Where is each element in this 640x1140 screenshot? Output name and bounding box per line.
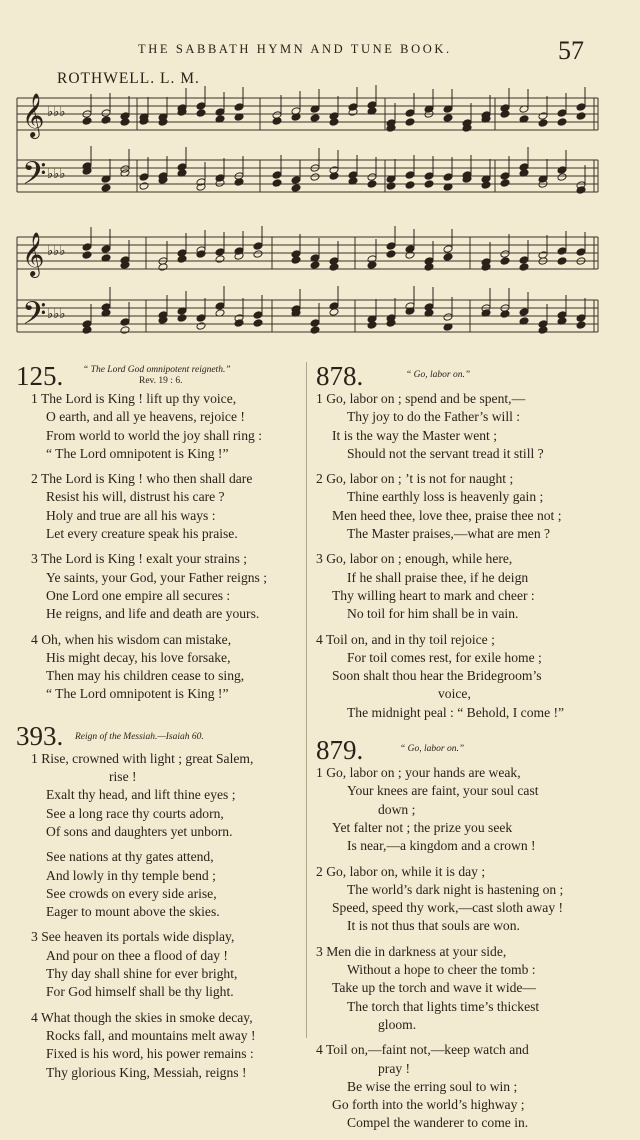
verse-line: Resist his will, distrust his care ?	[46, 489, 225, 505]
note-head	[538, 112, 548, 121]
note-head	[557, 166, 567, 175]
stanza	[316, 550, 600, 623]
verse-line: Yet falter not ; the prize you seek	[332, 819, 513, 835]
note-head	[196, 314, 206, 323]
verse-line: rise !	[109, 769, 137, 785]
note-head	[82, 117, 92, 126]
stanza	[31, 750, 299, 841]
verse-line: 3 Go, labor on ; enough, while here,	[316, 551, 513, 567]
verse-line: 3 See heaven its portals wide display,	[31, 929, 235, 945]
note-head	[101, 116, 111, 125]
note-head	[310, 261, 320, 270]
note-head	[120, 318, 130, 327]
verse-line: 4 Toil on,—faint not,—keep watch and	[316, 1042, 529, 1058]
note-head	[576, 314, 586, 323]
verse-line: For God himself shall be thy light.	[46, 984, 234, 1000]
verse-line: For toil comes rest, for exile home ;	[347, 649, 542, 665]
verse-line: Of sons and daughters yet unborn.	[46, 823, 233, 839]
verse-line: The Master praises,—what are men ?	[347, 526, 551, 542]
verse-line: 1 Go, labor on ; your hands are weak,	[316, 765, 521, 781]
stanza	[316, 631, 600, 722]
note-head	[557, 109, 567, 118]
verse-line: Fixed is his word, his power remains :	[46, 1046, 254, 1062]
verse-line: And lowly in thy temple bend ;	[46, 867, 216, 883]
note-head	[310, 114, 320, 123]
note-head	[120, 326, 130, 335]
note-head	[215, 302, 225, 311]
note-head	[386, 242, 396, 251]
note-head	[82, 243, 92, 252]
stanza	[316, 390, 600, 463]
verse-line: 1 Go, labor on ; spend and be spent,—	[316, 391, 526, 406]
note-head	[538, 119, 548, 128]
stanza	[316, 943, 600, 1034]
note-head	[443, 245, 453, 254]
note-head	[576, 321, 586, 330]
verse-line: Let every creature speak his praise.	[46, 526, 238, 542]
hymn-number: 125.	[16, 361, 64, 391]
hymn-125	[16, 361, 299, 704]
note-head	[405, 181, 415, 190]
stanza	[316, 470, 600, 543]
verse-line: 2 The Lord is King ! who then shall dare	[31, 471, 253, 487]
hymn-title: Reign of the Messiah.—Isaiah 60.	[75, 731, 204, 742]
note-head	[196, 102, 206, 111]
verse-line: gloom.	[378, 1016, 417, 1032]
note-head	[500, 250, 510, 259]
verse-line: And pour on thee a flood of day !	[46, 947, 228, 963]
verse-line: The world’s dark night is hastening on ;	[347, 881, 564, 897]
note-head	[215, 248, 225, 257]
clef-icon: 𝄞	[22, 232, 45, 276]
note-head	[500, 179, 510, 188]
verse-line: Thy willing heart to mark and cheer :	[332, 587, 535, 603]
verse-line: 4 Oh, when his wisdom can mistake,	[31, 631, 232, 647]
verse-line: 1 Rise, crowned with light ; great Salem,	[31, 750, 254, 766]
hymn-number: 393.	[16, 720, 64, 751]
note-head	[101, 245, 111, 254]
verse-line: 2 Go, labor on, while it is day ;	[316, 863, 486, 879]
verse-line: Without a hope to cheer the tomb :	[347, 962, 536, 978]
verse-line: Rocks fall, and mountains melt away !	[46, 1027, 256, 1043]
stanza	[31, 848, 299, 921]
note-head	[576, 103, 586, 112]
page-number: 57	[558, 36, 584, 65]
note-head	[367, 180, 377, 189]
note-head	[101, 184, 111, 193]
verse-line: 3 The Lord is King ! exalt your strains ;	[31, 551, 248, 567]
note-head	[500, 257, 510, 266]
verse-line: Thy day shall shine for ever bright,	[46, 966, 238, 982]
verse-line: It is not thus that souls are won.	[347, 918, 520, 934]
note-head	[557, 118, 567, 127]
verse-line: The midnight peal : “ Behold, I come !”	[347, 704, 565, 720]
verse-line: 1 The Lord is King ! lift up thy voice,	[31, 391, 237, 406]
note-head	[519, 256, 529, 265]
music-score	[0, 0, 640, 350]
verse-line: Your knees are faint, your soul cast	[347, 783, 539, 799]
verse-line: voice,	[438, 686, 471, 702]
hymn-393	[16, 720, 299, 1082]
note-head	[177, 314, 187, 323]
hymn-reference: Rev. 19 : 6.	[139, 376, 183, 386]
note-head	[386, 182, 396, 191]
verse-line: One Lord one empire all secures :	[46, 587, 231, 603]
clef-icon: 𝄢	[22, 295, 47, 339]
verse-line: His might decay, his love forsake,	[46, 649, 231, 665]
verse-line: From world to world the joy shall ring :	[46, 427, 262, 443]
right-column	[316, 362, 600, 1140]
note-head	[443, 114, 453, 123]
note-head	[291, 176, 301, 185]
verse-line: O earth, and all ye heavens, rejoice !	[46, 409, 245, 425]
note-head	[253, 250, 263, 259]
note-head	[291, 184, 301, 193]
note-head	[253, 311, 263, 320]
verse-line: Soon shalt thou hear the Bridegroom’s	[332, 668, 542, 684]
verse-line: The torch that lights time’s thickest	[347, 998, 540, 1014]
note-head	[405, 171, 415, 180]
note-head	[310, 326, 320, 335]
note-head	[82, 251, 92, 260]
note-head	[310, 319, 320, 328]
verse-line: See a long race thy courts adorn,	[46, 805, 224, 821]
stanza	[31, 1009, 299, 1082]
verse-line: Thy joy to do the Father’s will :	[347, 409, 521, 425]
verse-line: Is near,—a kingdom and a crown !	[347, 838, 536, 854]
note-head	[367, 173, 377, 182]
note-head	[576, 248, 586, 257]
verse-line: Holy and true are all his ways :	[46, 507, 216, 523]
note-head	[443, 313, 453, 322]
note-head	[272, 171, 282, 180]
verse-line: Eager to mount above the skies.	[46, 904, 220, 920]
verse-line: pray !	[378, 1060, 411, 1076]
stanza	[316, 1041, 600, 1132]
note-head	[424, 172, 434, 181]
note-head	[443, 253, 453, 262]
note-head	[253, 242, 263, 251]
verse-line: Thy glorious King, Messiah, reigns !	[46, 1064, 247, 1080]
verse-line: Go forth into the world’s highway ;	[332, 1097, 525, 1113]
stanza	[31, 631, 299, 704]
note-head	[196, 322, 206, 331]
note-head	[386, 250, 396, 259]
verse-line: “ The Lord omnipotent is King !”	[46, 445, 229, 461]
note-head	[557, 247, 567, 256]
hymn-879	[316, 736, 600, 1133]
verse-line: 2 Go, labor on ; ’t is not for naught ;	[316, 471, 514, 487]
verse-line: down ;	[378, 801, 416, 817]
key-signature-icon: ♭♭♭	[47, 307, 66, 322]
hymn-title: “ The Lord God omnipotent reigneth.”	[83, 365, 231, 375]
note-head	[101, 109, 111, 118]
hymn-number: 879.	[316, 735, 364, 766]
verse-line: It is the way the Master went ;	[332, 427, 497, 443]
note-head	[424, 180, 434, 189]
stanza	[31, 390, 299, 463]
verse-line: See nations at thy gates attend,	[46, 849, 214, 865]
verse-line: 4 What though the skies in smoke decay,	[31, 1009, 253, 1025]
key-signature-icon: ♭♭♭	[47, 167, 66, 182]
note-head	[139, 173, 149, 182]
note-head	[310, 173, 320, 182]
stanza	[316, 863, 600, 936]
hymn-number: 878.	[316, 361, 364, 391]
note-head	[272, 179, 282, 188]
note-head	[557, 173, 567, 182]
note-head	[443, 173, 453, 182]
verse-line: He reigns, and life and death are yours.	[46, 606, 260, 622]
verse-line: See crowds on every side arise,	[46, 885, 217, 901]
note-head	[253, 319, 263, 328]
verse-line: Should not the servant tread it still ?	[347, 445, 544, 461]
verse-line: Be wise the erring soul to win ;	[347, 1078, 518, 1094]
note-head	[519, 308, 529, 317]
verse-line: Ye saints, your God, your Father reigns ;	[46, 569, 268, 585]
verse-line: Then may his children cease to sing,	[46, 668, 245, 684]
note-head	[215, 108, 225, 117]
key-signature-icon: ♭♭♭	[47, 244, 66, 259]
note-head	[215, 255, 225, 264]
verse-line: No toil for him shall be in vain.	[347, 606, 519, 622]
verse-line: “ The Lord omnipotent is King !”	[46, 686, 229, 702]
stanza	[31, 928, 299, 1001]
tune-name: ROTHWELL. L. M.	[57, 70, 200, 87]
stanza	[316, 764, 600, 855]
verse-line: Speed, speed thy work,—cast sloth away !	[332, 900, 564, 916]
hymn-878	[316, 362, 600, 722]
note-head	[234, 103, 244, 112]
verse-line: Men heed thee, love thee, praise thee not ;	[332, 507, 562, 523]
running-header: THE SABBATH HYMN AND TUNE BOOK.	[138, 42, 452, 56]
note-head	[405, 109, 415, 118]
verse-line: Exalt thy head, and lift thine eyes ;	[46, 787, 236, 803]
note-head	[557, 257, 567, 266]
hymn-title: “ Go, labor on.”	[400, 744, 465, 755]
stanza	[31, 470, 299, 543]
note-head	[519, 263, 529, 272]
stanza	[31, 550, 299, 623]
verse-line: Thine earthly loss is heavenly gain ;	[347, 489, 544, 505]
clef-icon: 𝄢	[22, 155, 47, 199]
clef-icon: 𝄞	[22, 93, 45, 137]
note-head	[139, 182, 149, 191]
note-head	[576, 112, 586, 121]
verse-line: If he shall praise thee, if he deign	[347, 569, 529, 585]
verse-line: Take up the torch and wave it wide—	[332, 980, 537, 996]
column-divider	[306, 362, 307, 1038]
note-head	[405, 118, 415, 127]
verse-line: Compel the wanderer to come in.	[347, 1115, 529, 1131]
left-column	[16, 361, 299, 1089]
note-head	[500, 172, 510, 181]
verse-line: 3 Men die in darkness at your side,	[316, 943, 507, 959]
note-head	[196, 250, 206, 259]
key-signature-icon: ♭♭♭	[47, 105, 66, 120]
hymn-title: “ Go, labor on.”	[406, 370, 471, 380]
verse-line: 4 Toil on, and in thy toil rejoice ;	[316, 631, 495, 647]
note-head	[196, 109, 206, 118]
